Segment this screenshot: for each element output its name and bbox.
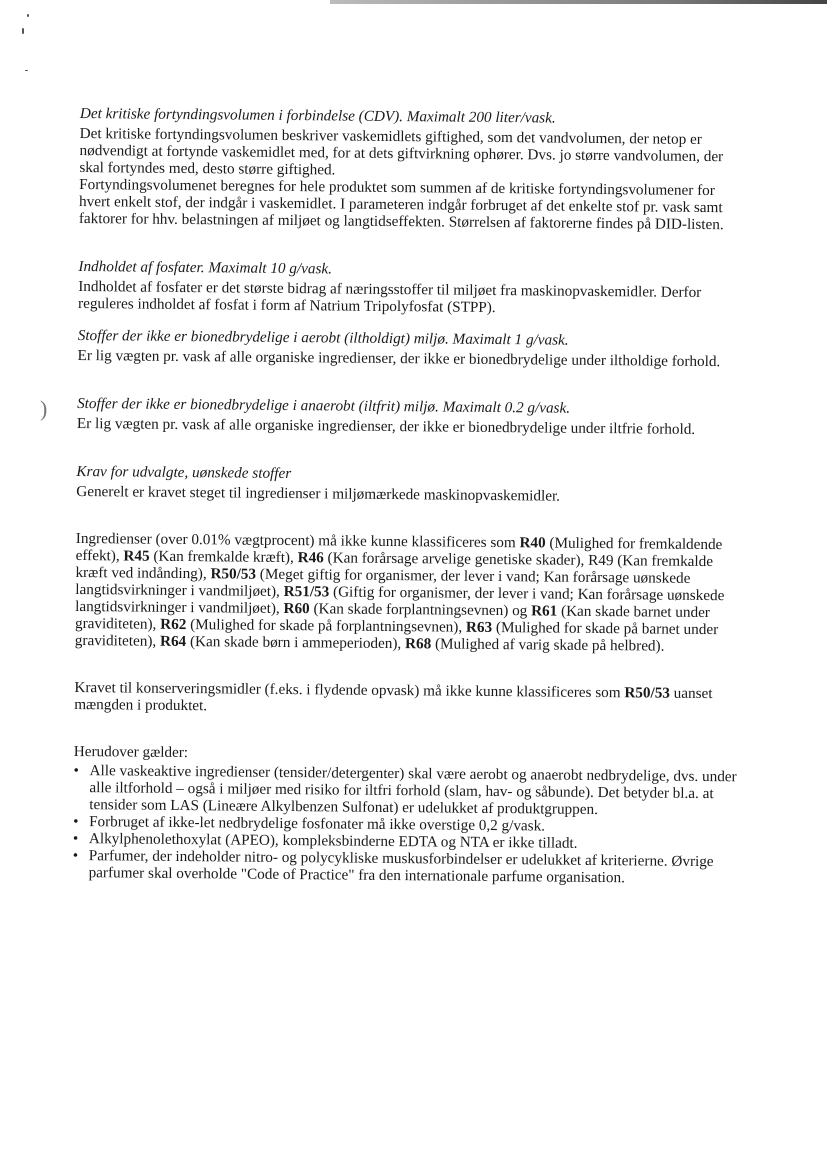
- risk-phrase: R60: [283, 599, 310, 618]
- text-run: (Mulighed for skade på forplantningsevnen),: [186, 616, 467, 636]
- risk-phrase: R50/53: [624, 684, 670, 702]
- paragraph: Det kritiske fortyndingsvolumen beskriver vaskemidlets giftighed, som det vandvolumen, der netop er nødvendigt at fortynde vaskemidlet med, for at dets giftvirkning ophører. Dvs. jo større vandvolumen, der skal fortyndes med, desto større giftighed.: [79, 124, 724, 179]
- document-body: [73, 104, 750, 887]
- paragraph: Fortyndingsvolumenet beregnes for hele produktet som summen af de kritiske fortyndingsvolumener for hvert enkelt stof, der indgår i vaskemidlet. I parameteren indgår forbruget af det enkelte stof pr. vask samt faktorer for hhv. belastningen af miljøet og langtidseffekten. Størrelsen af faktorerne findes på DID-listen.: [78, 175, 724, 234]
- list-item: • Forbruget af ikke-let nedbrydelige fosfonater må ikke overstige 0,2 g/vask.: [89, 813, 743, 836]
- furthermore-heading: Herudover gælder:: [73, 742, 189, 762]
- risk-phrase: R50/53: [210, 565, 257, 583]
- margin-mark: ): [40, 396, 48, 421]
- preservatives-paragraph: [74, 679, 744, 719]
- scan-speck: [27, 14, 29, 17]
- section-unwanted-substances: [73, 462, 747, 887]
- section-phosphate: [78, 257, 748, 318]
- risk-phrase: R45: [123, 547, 150, 565]
- text-run: (Kan forårsage arvelige genetiske skader), R49 (Kan fremkalde kræft ved indånding),: [75, 549, 714, 583]
- section-aerobic: [78, 326, 748, 370]
- risk-phrase: R62: [160, 615, 187, 634]
- scan-speck: [25, 70, 28, 71]
- scan-top-edge: [330, 0, 827, 4]
- list-item: • Parfumer, der indeholder nitro- og polycykliske muskusforbindelser er udelukket af kriterierne. Øvrige parfumer skal overholde "Code of Practice" fra den internationale parfume organisation.: [89, 847, 743, 887]
- text-run: (Kan skade forplantningsevnen) og: [309, 600, 532, 620]
- text-run: Ingredienser (over 0.01% vægtprocent) må ikke kunne klassificeres som: [75, 529, 520, 552]
- scan-speck: [22, 28, 24, 34]
- text-run: (Mulighed for skade på barnet under graviditeten),: [74, 618, 719, 650]
- section-title: Krav for udvalgte, uønskede stoffer: [76, 462, 292, 483]
- text-run: (Kan skade børn i ammeperioden),: [186, 633, 406, 653]
- risk-phrase: R46: [297, 549, 324, 567]
- paragraph: Er lig vægten pr. vask af alle organiske ingredienser, der ikke er bionedbrydelige under iltfrie forhold.: [76, 414, 696, 438]
- ingredients-paragraph: [75, 530, 746, 655]
- list-item: • Alle vaskeaktive ingredienser (tensider/detergenter) skal være aerobt og anaerobt nedbrydelige, dvs. under alle iltforhold – også i miljøer med risiko for iltfri forhold (slam, hav- og såbunde). Det betyder bl.a. at tensider som LAS (Lineære Alkylbenzen Sulfonat) er udelukket af produktgruppen.: [89, 762, 743, 819]
- paragraph: Indholdet af fosfater er det største bidrag af næringsstoffer til miljøet fra maskinopvaskemidler. Derfor reguleres indholdet af fosfat i form af Natrium Tripolyfosfat (STPP).: [78, 277, 702, 316]
- section-anaerobic: [77, 394, 747, 438]
- text-run: (Mulighed af varig skade på helbred).: [431, 635, 665, 655]
- section-title: Stoffer der ikke er bionedbrydelige i anaerobt (iltfrit) miljø. Maximalt 0.2 g/vask.: [77, 394, 571, 417]
- section-title: Stoffer der ikke er bionedbrydelige i aerobt (iltholdigt) miljø. Maximalt 1 g/vask.: [77, 326, 569, 349]
- section-cdv: [79, 104, 750, 233]
- text-run: (Kan skade barnet under graviditeten),: [74, 602, 710, 633]
- paragraph: Generelt er kravet steget til ingredienser i miljømærkede maskinopvaskemidler.: [76, 482, 561, 505]
- text-run: (Giftig for organismer, der lever i vand; Kan forårsage uønskede langtidsvirkninger i vandmiljøet),: [75, 583, 725, 617]
- list-item: • Alkylphenolethoxylat (APEO), kompleksbinderne EDTA og NTA er ikke tilladt.: [89, 830, 743, 853]
- text-run: (Meget giftig for organismer, der lever i vand; Kan forårsage uønskede langtidsvirkninger i vandmiljøet),: [75, 565, 691, 600]
- section-title: Indholdet af fosfater. Maximalt 10 g/vask.: [78, 257, 333, 278]
- risk-phrase: R51/53: [283, 582, 330, 601]
- risk-phrase: R64: [159, 632, 187, 651]
- text-run: uanset mængden i produktet.: [74, 684, 713, 715]
- risk-phrase: R40: [519, 534, 546, 552]
- risk-phrase: R68: [404, 635, 432, 653]
- risk-phrase: R63: [465, 618, 493, 636]
- risk-phrase: R61: [531, 602, 558, 620]
- text-run: (Mulighed for fremkaldende effekt),: [75, 534, 723, 565]
- requirements-list: [73, 762, 744, 887]
- text-run: (Kan fremkalde kræft),: [149, 547, 298, 567]
- paragraph: Er lig vægten pr. vask af alle organiske ingredienser, der ikke er bionedbrydelige under iltholdige forhold.: [77, 346, 721, 371]
- text-run: Kravet til konserveringsmidler (f.eks. i flydende opvask) må ikke kunne klassificeres som: [74, 678, 625, 702]
- section-title: Det kritiske fortyndingsvolumen i forbindelse (CDV). Maximalt 200 liter/vask.: [79, 104, 556, 127]
